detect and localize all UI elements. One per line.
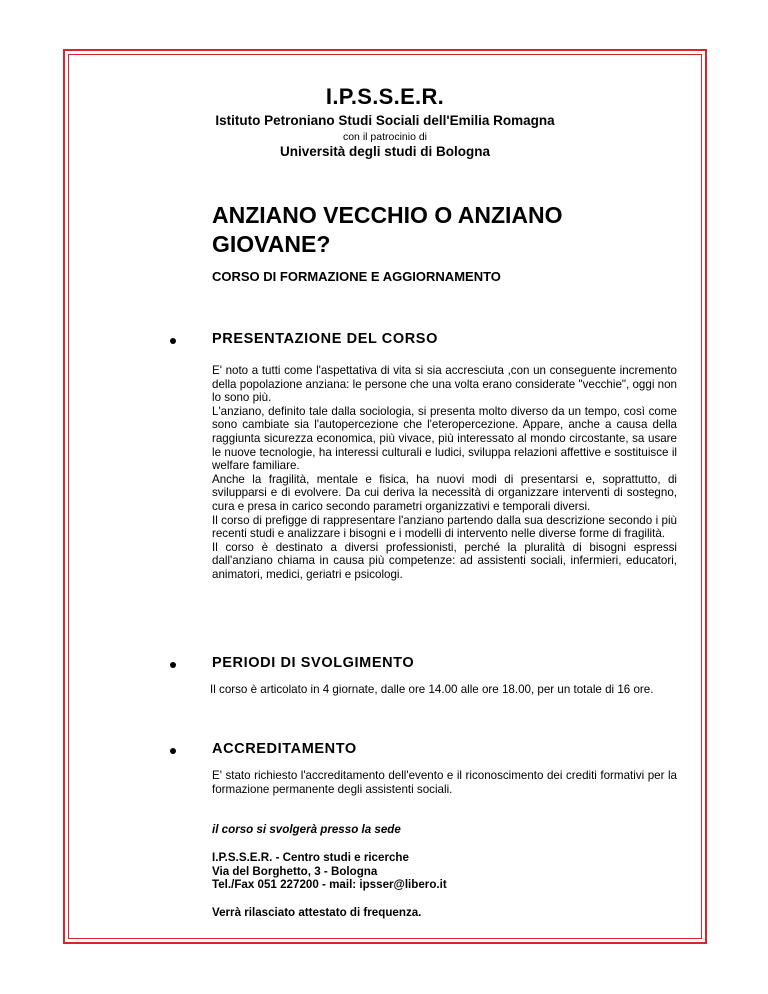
location-note: il corso si svolgerà presso la sede: [212, 823, 401, 836]
address-line-1: I.P.S.S.E.R. - Centro studi e ricerche: [212, 851, 409, 864]
paragraph: E' stato richiesto l'accreditamento dell'evento e il riconoscimento dei crediti formativi per la formazione permanente degli assistenti sociali.: [212, 769, 677, 796]
section-heading-accreditamento: ACCREDITAMENTO: [212, 741, 357, 757]
paragraph: E' noto a tutti come l'aspettativa di vita si sia accresciuta ,con un conseguente incremento della popolazione anziana: le persone che una volta erano considerate "vecchie", oggi non lo sono più.: [212, 364, 677, 405]
institute-acronym: I.P.S.S.E.R.: [325, 84, 445, 109]
document-subtitle: CORSO DI FORMAZIONE E AGGIORNAMENTO: [212, 269, 501, 284]
institute-name: Istituto Petroniano Studi Sociali dell'Emilia Romagna: [215, 113, 555, 128]
bullet-icon: [170, 662, 176, 668]
certificate-note: Verrà rilasciato attestato di frequenza.: [212, 906, 422, 919]
paragraph: Il corso è destinato a diversi professionisti, perché la pluralità di bisogni espressi dall'anziano chiama in causa più competenze: ad assistenti sociali, infermieri, educatori, animatori, medici, geriatri e psicologi.: [212, 540, 677, 581]
paragraph: Il corso è articolato in 4 giornate, dalle ore 14.00 alle ore 18.00, per un totale di 16 ore.: [210, 683, 654, 696]
bullet-icon: [170, 338, 176, 344]
university-name: Università degli studi di Bologna: [279, 144, 491, 159]
address-block: [212, 851, 447, 892]
paragraph: Il corso di prefigge di rappresentare l'anziano partendo dalla sua descrizione secondo i più recenti studi e analizzare i bisogni e i modelli di intervento nelle diverse forme di fragilità.: [212, 513, 677, 541]
patronage-label: con il patrocinio di: [342, 131, 428, 143]
section-heading-presentazione: PRESENTAZIONE DEL CORSO: [212, 331, 438, 347]
document-title-line-2: GIOVANE?: [212, 231, 331, 257]
paragraph: Anche la fragilità, mentale e fisica, ha nuovi modi di presentarsi e, soprattutto, di svilupparsi e di evolvere. Da cui deriva la necessità di organizzare interventi di sostegno, cura e presa in carico secondo parametri organizzativi e temporali diversi.: [212, 472, 677, 513]
document-title-line-1: ANZIANO VECCHIO O ANZIANO: [212, 202, 563, 228]
address-line-3: Tel./Fax 051 227200 - mail: ipsser@libero.it: [212, 878, 447, 892]
section-body-presentazione: [212, 364, 677, 582]
address-line-2: Via del Borghetto, 3 - Bologna: [212, 864, 378, 878]
bullet-icon: [170, 748, 176, 754]
section-body-periodi: [210, 683, 670, 697]
section-heading-periodi: PERIODI DI SVOLGIMENTO: [212, 655, 415, 671]
paragraph: L'anziano, definito tale dalla sociologia, si presenta molto diverso da un tempo, così come sono cambiate sia l'autopercezione che l'eteropercezione. Appare, anche a causa della raggiunta sicurezza economica, più vivace, più interessato al mondo circostante, sa usare le nuove tecnologie, ha interessi culturali e ludici, sviluppa relazioni affettive e sostituisce il welfare familiare.: [212, 404, 677, 473]
document-title: [212, 201, 652, 259]
section-body-accreditamento: [212, 769, 677, 796]
